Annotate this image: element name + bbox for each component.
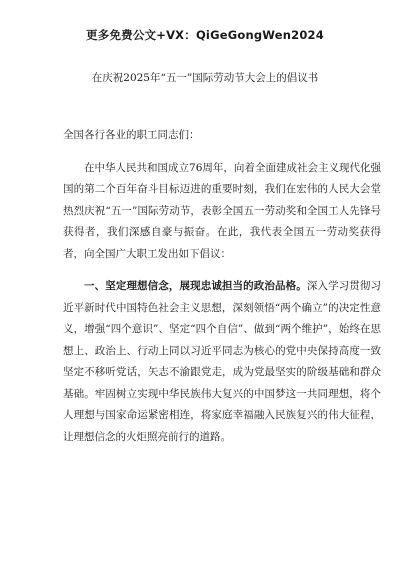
point-1-heading: 一、坚定理想信念，展现忠诚担当的政治品格。	[84, 280, 307, 292]
point-1-text: 深入学习贯彻习近平新时代中国特色社会主义思想，深刻领悟“两个确立”的决定性意义，增强“四个意识”、坚定“四个自信”、做到“两个维护”，始终在思想上、政治上、行动上同以习近平同志为核心的党中央保持高度一致坚定不移听党话，矢志不渝跟党走，成为党最坚实的阶级基础和群众基础。牢固树立实现中华民族伟大复兴的中国梦这一共同理想，将个人理想与国家命运紧密相连，将家庭幸福融入民族复兴的伟大征程，让理想信念的火炬照亮前行的道路。	[63, 280, 382, 443]
paragraph-intro	[63, 158, 381, 266]
salutation: 全国各行各业的职工同志们：	[63, 129, 200, 141]
document-title: 在庆祝2025年“五一”国际劳动节大会上的倡议书	[91, 72, 319, 84]
watermark-text: 更多免费公文+VX：QiGeGongWen2024	[86, 28, 324, 42]
document-body	[63, 125, 381, 448]
paragraph-intro-text: 在中华人民共和国成立76周年，向着全面建成社会主义现代化强国的第二个百年奋斗目标迈进的重要时刻，我们在宏伟的人民大会堂热烈庆祝“五一”国际劳动节，表彰全国五一劳动奖和全国工人先锋号获得者，我们深感自豪与振奋。在此，我代表全国五一劳动奖获得者，向全国广大职工发出如下倡议：	[63, 161, 381, 260]
paragraph-point-1	[63, 276, 381, 448]
